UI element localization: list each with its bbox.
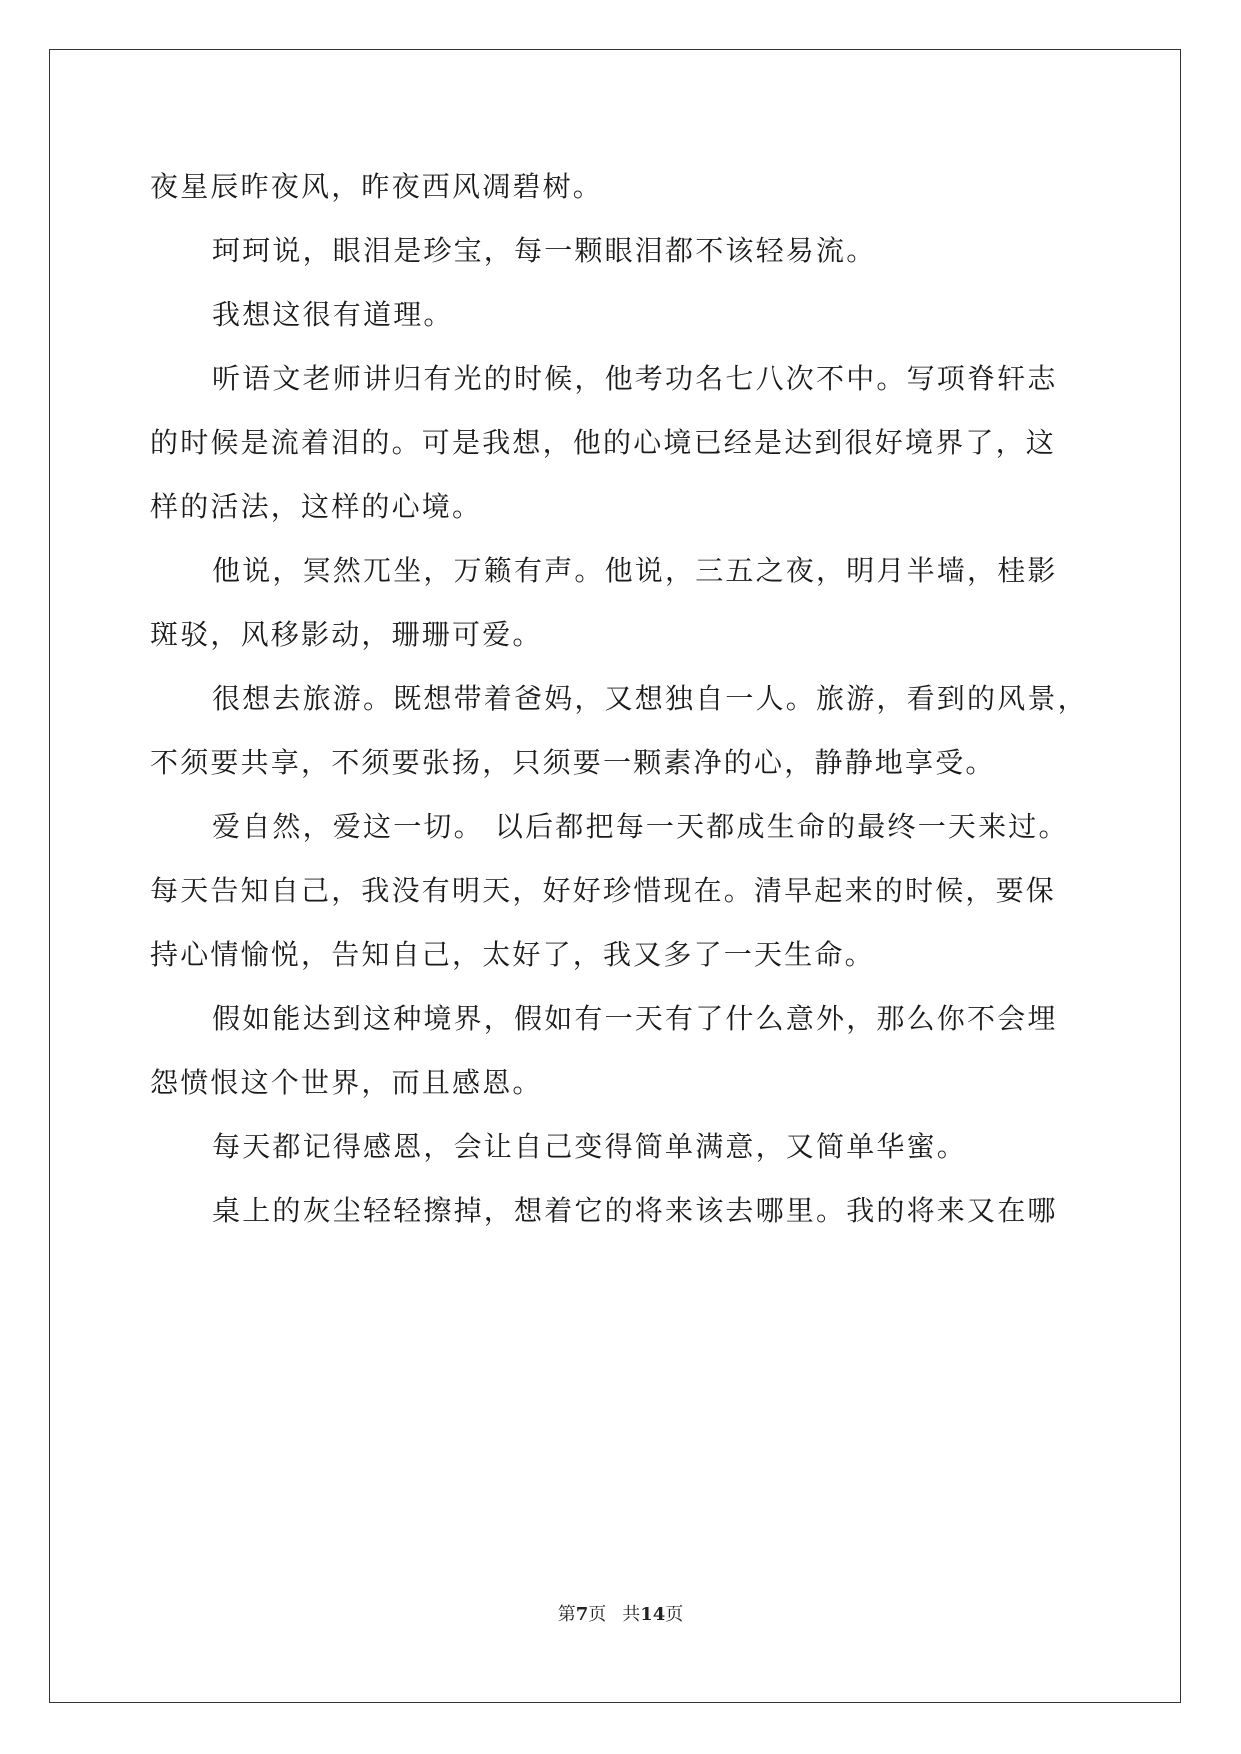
current-page-number: 7 [575,1604,589,1625]
text-line: 桌上的灰尘轻轻擦掉，想着它的将来该去哪里。我的将来又在哪 [212,1194,1058,1227]
page-footer [0,1600,1241,1626]
text-line: 样的活法，这样的心境。 [150,490,483,523]
text-line: 爱自然，爱这一切。 以后都把每一天都成生命的最终一天来过。 [212,810,1069,843]
text-line: 很想去旅游。既想带着爸妈，又想独自一人。旅游，看到的风景， [212,682,1088,715]
footer-total-suffix: 页 [665,1604,684,1625]
footer-page-suffix: 页 [588,1604,607,1625]
text-line: 假如能达到这种境界，假如有一天有了什么意外，那么你不会埋 [212,1002,1058,1035]
text-line: 不须要共享，不须要张扬，只须要一颗素净的心，静静地享受。 [150,746,996,779]
text-line: 持心情愉悦，告知自己，太好了，我又多了一天生命。 [150,938,875,971]
text-line: 我想这很有道理。 [212,298,454,331]
footer-total-prefix: 共 [622,1604,641,1625]
text-line: 每天都记得感恩，会让自己变得简单满意，又简单华蜜。 [212,1130,968,1163]
text-line: 斑驳，风移影动，珊珊可爱。 [150,618,543,651]
text-line: 听语文老师讲归有光的时候，他考功名七八次不中。写项脊轩志 [212,362,1058,395]
text-line: 珂珂说，眼泪是珍宝，每一颗眼泪都不该轻易流。 [212,234,877,267]
text-line: 的时候是流着泪的。可是我想，他的心境已经是达到很好境界了，这 [150,426,1057,459]
footer-prefix: 第 [557,1604,576,1625]
total-page-number: 14 [640,1604,666,1625]
text-line: 怨愤恨这个世界，而且感恩。 [150,1066,543,1099]
document-body [150,155,1090,1243]
text-line: 他说，冥然兀坐，万籁有声。他说，三五之夜，明月半墙，桂影 [212,554,1058,587]
text-line: 夜星辰昨夜风，昨夜西风凋碧树。 [150,170,604,203]
text-line: 每天告知自己，我没有明天，好好珍惜现在。清早起来的时候，要保 [150,874,1057,907]
